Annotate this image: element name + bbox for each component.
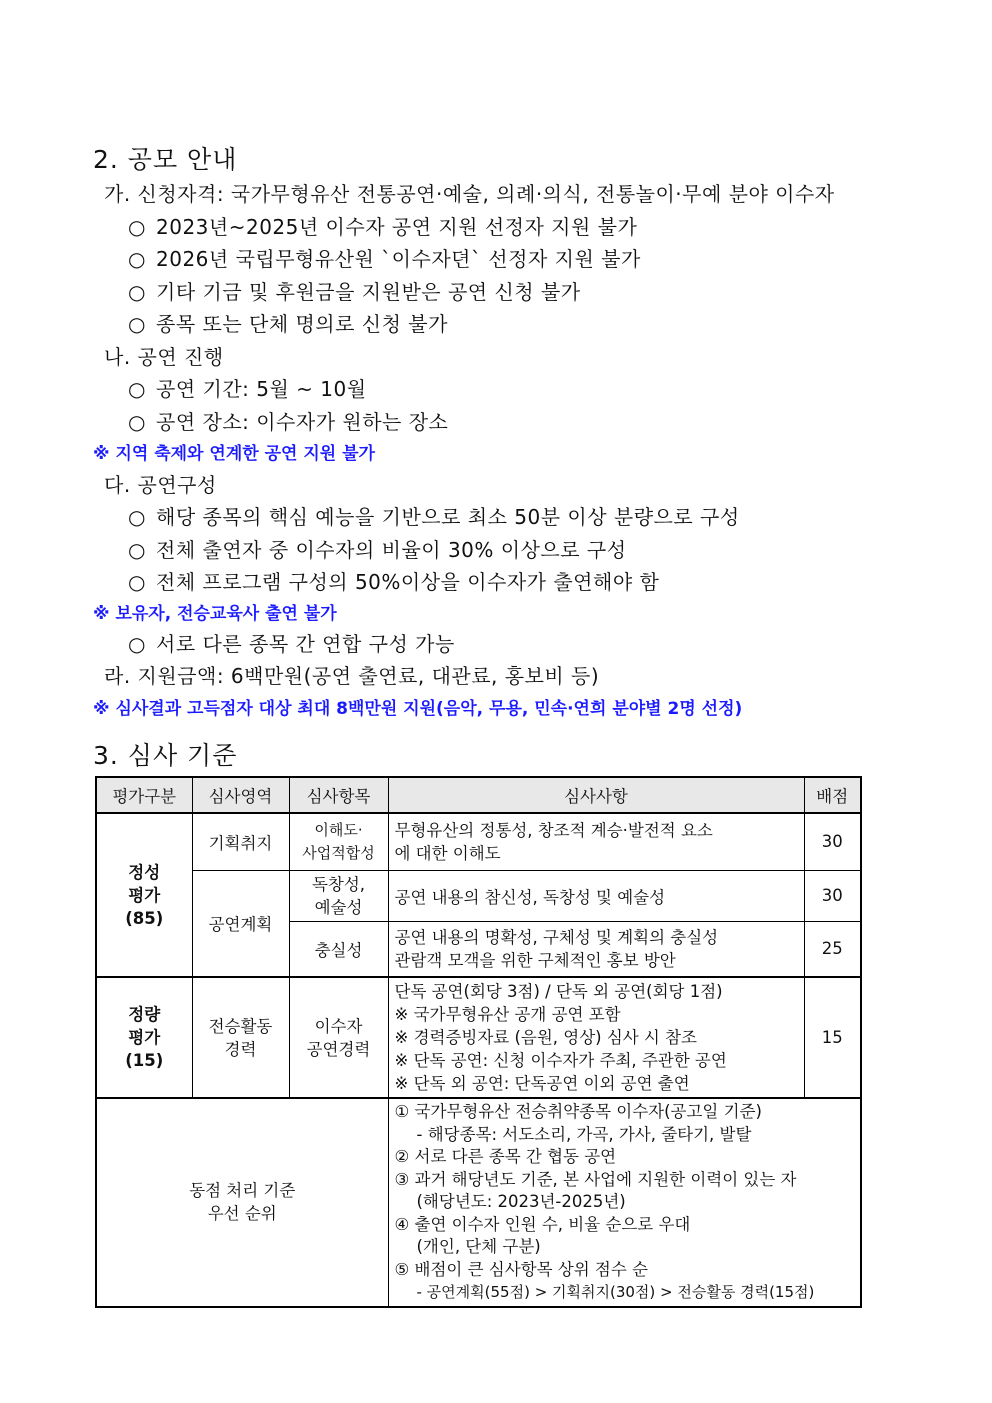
table-row — [96, 870, 861, 921]
table-row — [96, 977, 861, 1098]
composition-item: ○ 해당 종목의 핵심 예능을 기반으로 최소 50분 이상 분량으로 구성 — [128, 505, 740, 529]
description-cell: 무형유산의 정통성, 창조적 계승·발전적 요소 에 대한 이해도 — [388, 813, 804, 870]
evaluation-criteria-table — [95, 776, 862, 1308]
eligibility-item: ○ 종목 또는 단체 명의로 신청 불가 — [128, 312, 448, 336]
eligibility-item: ○ 2023년~2025년 이수자 공연 지원 선정자 지원 불가 — [128, 215, 638, 239]
composition-item: ○ 전체 출연자 중 이수자의 비율이 30% 이상으로 구성 — [128, 538, 627, 562]
circle-bullet-icon: ○ — [128, 505, 146, 529]
eligibility-item: ○ 2026년 국립무형유산원 `이수자뎐` 선정자 지원 불가 — [128, 247, 641, 271]
item-cell: 이해도· 사업적합성 — [289, 813, 388, 870]
circle-bullet-icon: ○ — [128, 312, 146, 336]
description-cell: 공연 내용의 참신성, 독창성 및 예술성 — [388, 870, 804, 921]
note-festival: ※ 지역 축제와 연계한 공연 지원 불가 — [93, 444, 375, 464]
score-cell: 25 — [804, 921, 861, 977]
column-header: 심사사항 — [388, 777, 804, 813]
performance-venue-item: ○ 공연 장소: 이수자가 원하는 장소 — [128, 410, 449, 434]
eligibility-item: ○ 기타 기금 및 후원금을 지원받은 공연 신청 불가 — [128, 280, 581, 304]
description-cell: 공연 내용의 명확성, 구체성 및 계획의 충실성 관람객 모객을 위한 구체적인 홍보 방안 — [388, 921, 804, 977]
tie-break-label-cell: 동점 처리 기준 우선 순위 — [96, 1098, 388, 1307]
note-max-support: ※ 심사결과 고득점자 대상 최대 8백만원 지원(음악, 무용, 민속·연희 분야별 2명 선정) — [93, 699, 743, 719]
circle-bullet-icon: ○ — [128, 632, 146, 656]
description-cell: 단독 공연(회당 3점) / 단독 외 공연(회당 1점) ※ 국가무형유산 공개 공연 포함 ※ 경력증빙자료 (음원, 영상) 심사 시 참조 ※ 단독 공연: 신청 이수자가 주최, 주관한 공연 ※ 단독 외 공연: 단독공연 이외 공연 출연 — [388, 977, 804, 1098]
item-cell: 독창성, 예술성 — [289, 870, 388, 921]
circle-bullet-icon: ○ — [128, 570, 146, 594]
circle-bullet-icon: ○ — [128, 247, 146, 271]
item-cell: 이수자 공연경력 — [289, 977, 388, 1098]
composition-item: ○ 서로 다른 종목 간 연합 구성 가능 — [128, 632, 455, 656]
score-cell: 30 — [804, 870, 861, 921]
performance-period-item: ○ 공연 기간: 5월 ~ 10월 — [128, 377, 367, 401]
circle-bullet-icon: ○ — [128, 410, 146, 434]
column-header: 배점 — [804, 777, 861, 813]
section-2-heading: 2. 공모 안내 — [93, 145, 238, 174]
score-cell: 30 — [804, 813, 861, 870]
table-header-row — [96, 777, 861, 813]
column-header: 평가구분 — [96, 777, 192, 813]
table-row — [96, 1098, 861, 1307]
column-header: 심사영역 — [192, 777, 289, 813]
performance-composition-line: 다. 공연구성 — [104, 473, 217, 497]
note-holders: ※ 보유자, 전승교육사 출연 불가 — [93, 604, 337, 624]
performance-progress-line: 나. 공연 진행 — [104, 345, 224, 369]
item-cell: 충실성 — [289, 921, 388, 977]
table-row — [96, 813, 861, 870]
eligibility-line: 가. 신청자격: 국가무형유산 전통공연·예술, 의례·의식, 전통놀이·무예 분야 이수자 — [104, 182, 835, 206]
column-header: 심사항목 — [289, 777, 388, 813]
score-cell: 15 — [804, 977, 861, 1098]
section-3-heading: 3. 심사 기준 — [93, 741, 238, 770]
qualitative-category-cell: 정성 평가 (85) — [96, 813, 192, 977]
circle-bullet-icon: ○ — [128, 280, 146, 304]
area-cell: 기획취지 — [192, 813, 289, 870]
composition-item: ○ 전체 프로그램 구성의 50%이상을 이수자가 출연해야 함 — [128, 570, 660, 594]
quantitative-category-cell: 정량 평가 (15) — [96, 977, 192, 1098]
circle-bullet-icon: ○ — [128, 377, 146, 401]
tie-break-rules-cell: ① 국가무형유산 전승취약종목 이수자(공고일 기준) - 해당종목: 서도소리, 가곡, 가사, 줄타기, 발탈 ② 서로 다른 종목 간 협동 공연 ③ 과거 해당년도 기준, 본 사업에 지원한 이력이 있는 자 (해당년도: 2023년-2025년) ④ 출연 이수자 인원 수, 비율 순으로 우대 (개인, 단체 구분) ⑤ 배점이 큰 심사항목 상위 점수 순 - 공연계획(55점) > 기획취지(30점) > 전승활동 경력(15점) — [388, 1098, 861, 1307]
area-cell: 전승활동 경력 — [192, 977, 289, 1098]
circle-bullet-icon: ○ — [128, 538, 146, 562]
support-amount-line: 라. 지원금액: 6백만원(공연 출연료, 대관료, 홍보비 등) — [104, 664, 600, 688]
area-cell: 공연계획 — [192, 870, 289, 977]
circle-bullet-icon: ○ — [128, 215, 146, 239]
